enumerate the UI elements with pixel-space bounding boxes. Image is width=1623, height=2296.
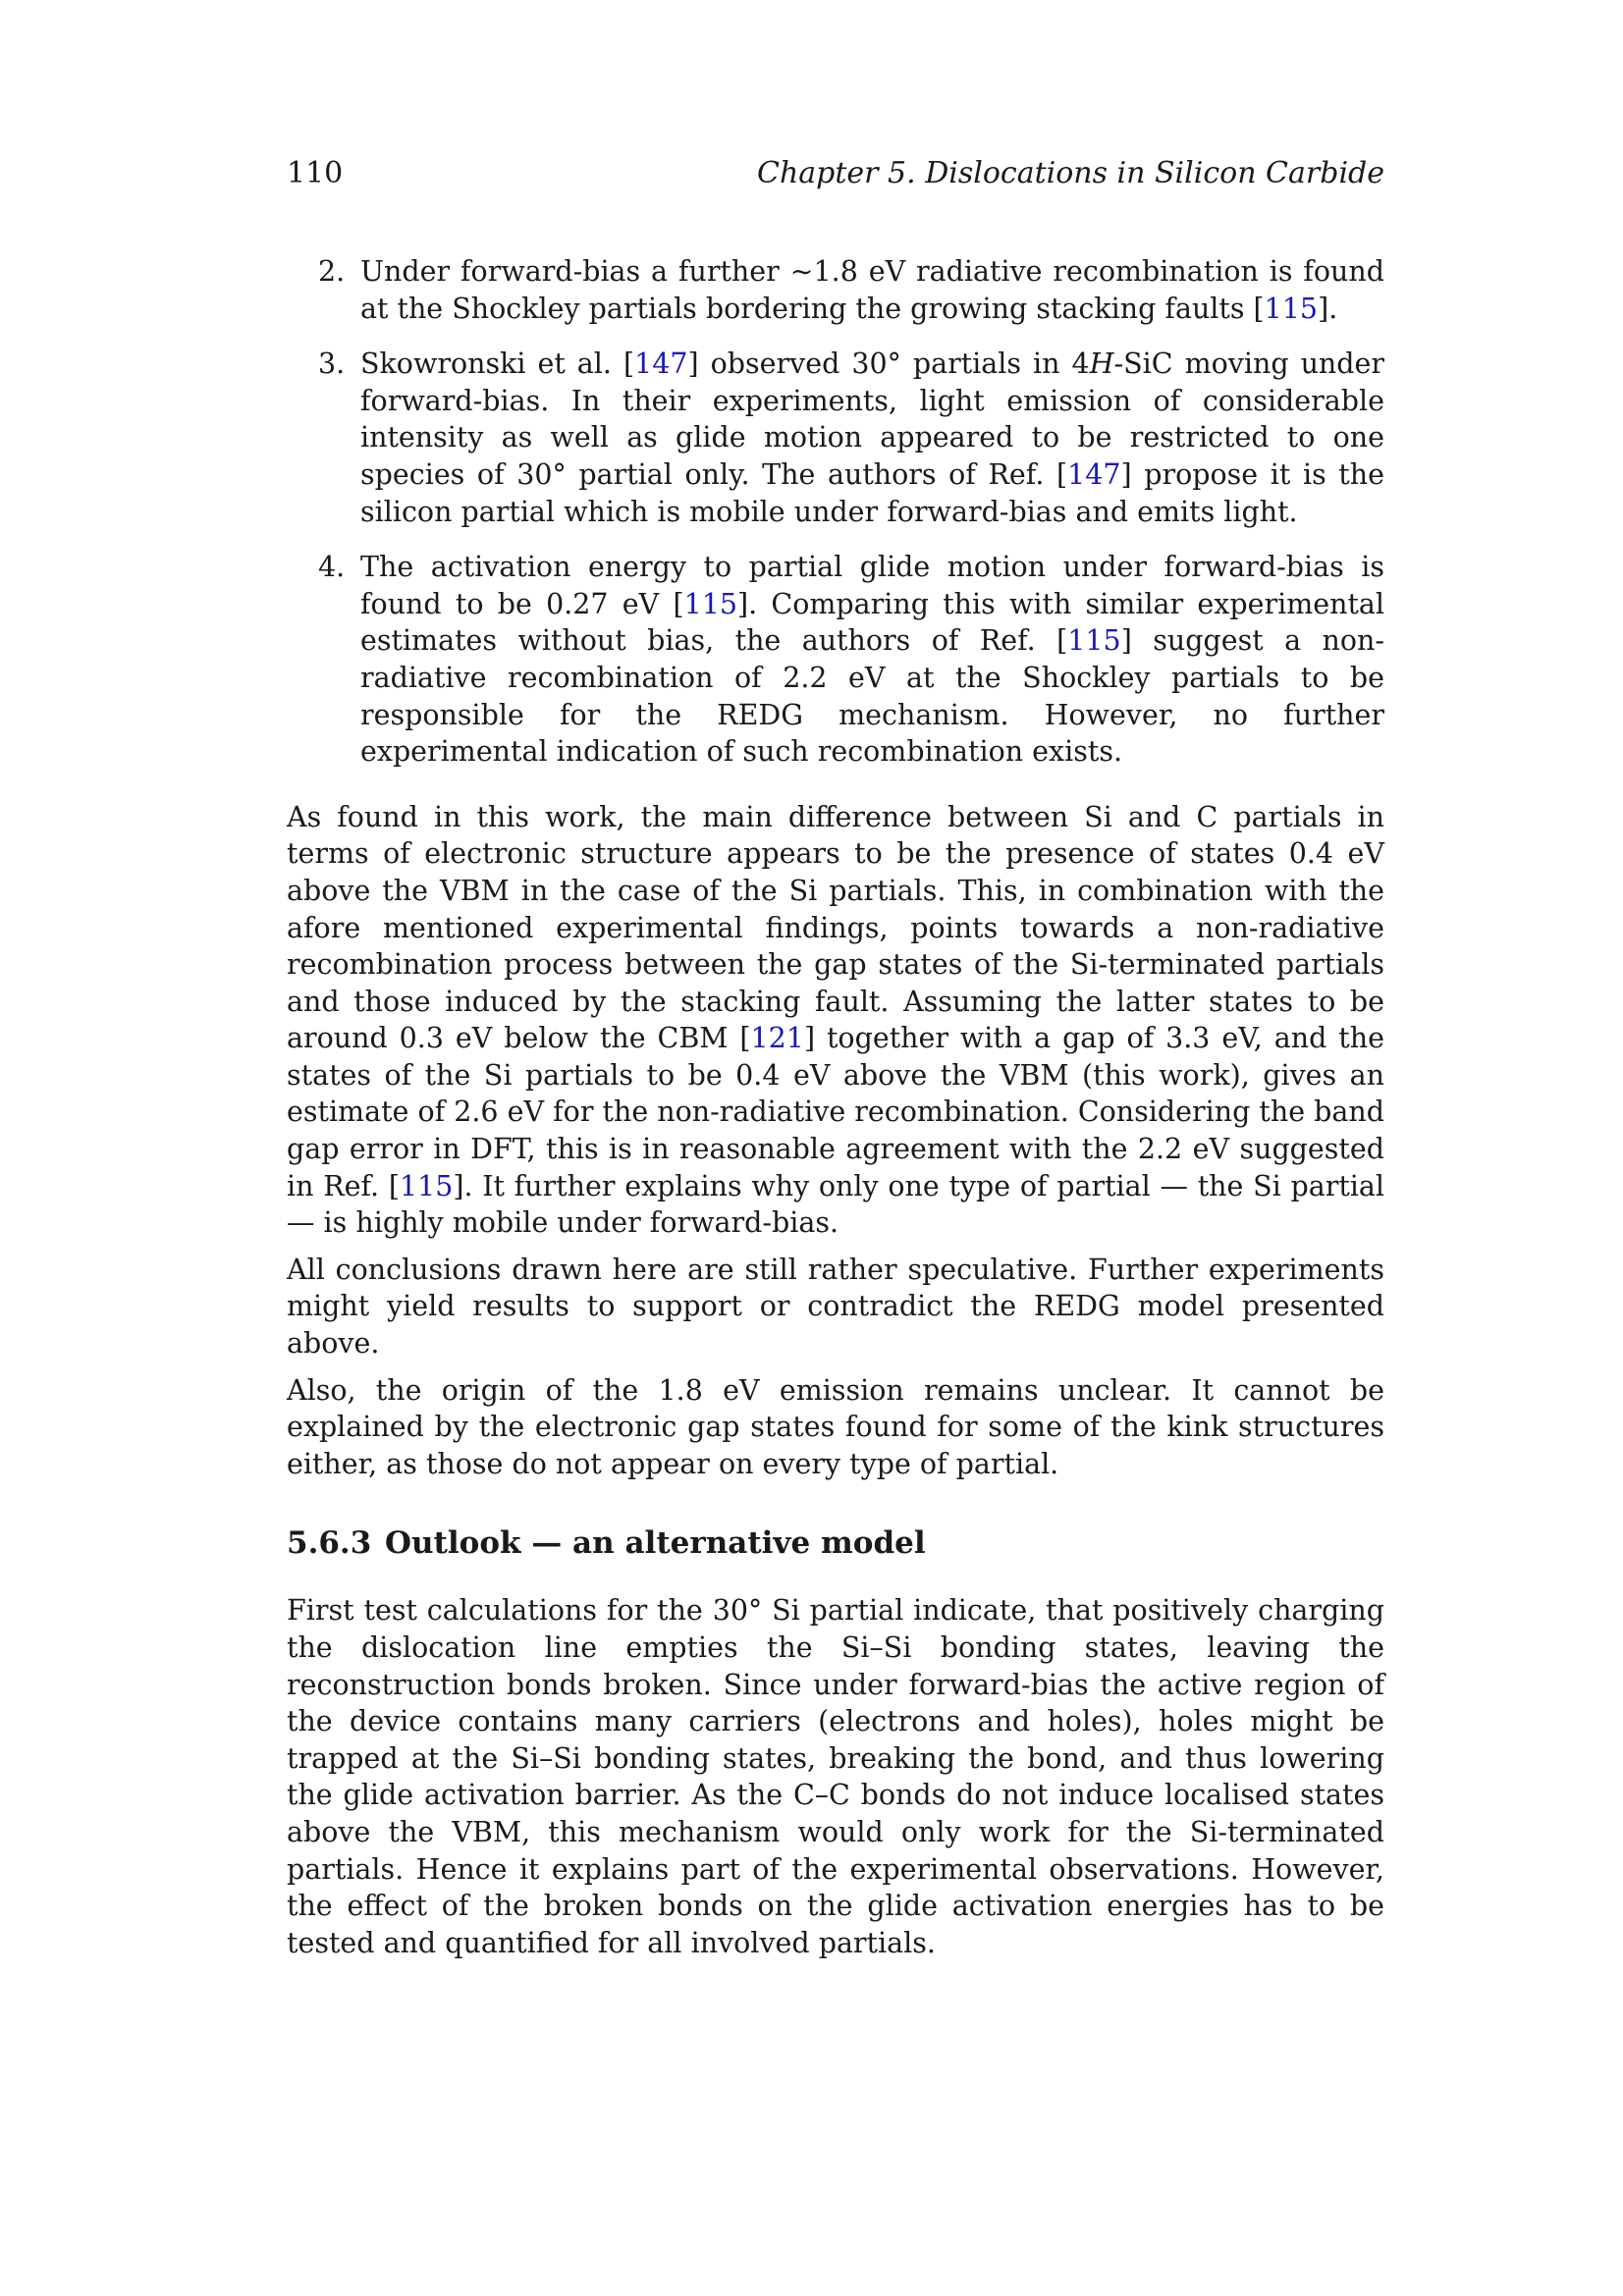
text-run: ]. It further explains why only one type of partial — the Si partial — is highly mobile under forward-bias. xyxy=(287,1169,1385,1240)
citation-link[interactable]: 115 xyxy=(683,587,737,620)
body-text xyxy=(287,253,1384,1971)
text-run: -SiC moving under forward-bias. In their experiments, light emission of considerable intensity as well as glide motion appeared to be restricted to one species of 30° partial only. The authors of Ref. [ xyxy=(360,347,1385,491)
text-run: ]. Comparing this with similar experimental estimates without bias, the authors of Ref. [ xyxy=(360,587,1384,658)
numbered-list xyxy=(287,253,1384,771)
paragraph xyxy=(287,799,1384,1242)
list-item-text xyxy=(360,551,1384,768)
chapter-title: Chapter 5. Dislocations in Silicon Carbide xyxy=(756,156,1384,190)
citation-link[interactable]: 115 xyxy=(399,1169,454,1202)
list-item-number: 3. xyxy=(318,347,346,381)
paragraph xyxy=(287,1592,1384,1961)
text-run: Skowronski et al. [ xyxy=(360,347,635,381)
text-run: First test calculations for the 30° Si partial indicate, that positively charging the dislocation line empties the Si–Si bonding states, leaving the reconstruction bonds broken. Since under forward-bias the active region of the device contains many carriers (electrons and holes), holes might be trapped at the Si–Si bonding states, breaking the bond, and thus lowering the glide activation barrier. As the C–C bonds do not induce localised states above the VBM, this mechanism would only work for the Si-terminated partials. Hence it explains part of the experimental observations. However, the effect of the broken bonds on the glide activation energies has to be tested and quantified for all involved partials. xyxy=(287,1594,1384,1959)
list-item xyxy=(287,549,1384,771)
italic-text: H xyxy=(1089,347,1114,381)
paragraph xyxy=(287,1252,1384,1362)
section-title: Outlook — an alternative model xyxy=(385,1525,926,1562)
text-run: ] together with a gap of 3.3 eV, and the states of the Si partials to be 0.4 eV above the VBM (this work), gives an estimate of 2.6 eV for the non-radiative recombination. Considering the band gap error in DFT, this is in reasonable agreement with the 2.2 eV suggested in Ref. [ xyxy=(287,1022,1384,1202)
citation-link[interactable]: 147 xyxy=(1067,457,1121,491)
page-number: 110 xyxy=(287,156,344,190)
list-item-text xyxy=(360,255,1384,325)
list-item xyxy=(287,253,1384,327)
citation-link[interactable]: 121 xyxy=(750,1022,804,1055)
running-head xyxy=(287,155,1384,192)
text-run: Under forward-bias a further ∼1.8 eV radiative recombination is found at the Shockley partials bordering the growing stacking faults [ xyxy=(360,255,1384,325)
list-item-number: 2. xyxy=(318,255,346,288)
text-run: The activation energy to partial glide motion under forward-bias is found to be 0.27 eV [ xyxy=(360,551,1384,620)
list-item xyxy=(287,346,1384,530)
section-number: 5.6.3 xyxy=(287,1525,372,1562)
list-item-number: 4. xyxy=(318,551,346,584)
citation-link[interactable]: 115 xyxy=(1264,292,1319,325)
text-run: ] suggest a non-radiative recombination of 2.2 eV at the Shockley partials to be responsible for the REDG mechanism. However, no further experimental indication of such recombination exists. xyxy=(360,624,1384,769)
text-run: As found in this work, the main difference between Si and C partials in terms of electronic structure appears to be the presence of states 0.4 eV above the VBM in the case of the Si partials. This, in combination with the afore mentioned experimental findings, points towards a non-radiative recombination process between the gap states of the Si-terminated partials and those induced by the stacking fault. Assuming the latter states to be around 0.3 eV below the CBM [ xyxy=(287,800,1384,1055)
text-run: Also, the origin of the 1.8 eV emission remains unclear. It cannot be explained by the electronic gap states found for some of the kink structures either, as those do not appear on every type of partial. xyxy=(287,1373,1384,1480)
section-heading xyxy=(287,1523,1384,1563)
text-run: ] observed 30° partials in 4 xyxy=(687,347,1090,381)
text-run: ]. xyxy=(1318,292,1338,325)
citation-link[interactable]: 147 xyxy=(634,347,688,381)
citation-link[interactable]: 115 xyxy=(1067,624,1121,658)
paragraph xyxy=(287,1372,1384,1483)
list-item-text xyxy=(360,347,1384,527)
text-run: ] propose it is the silicon partial which is mobile under forward-bias and emits light. xyxy=(360,457,1384,528)
text-run: All conclusions drawn here are still rather speculative. Further experiments might yield results to support or contradict the REDG model presented above. xyxy=(287,1253,1384,1361)
